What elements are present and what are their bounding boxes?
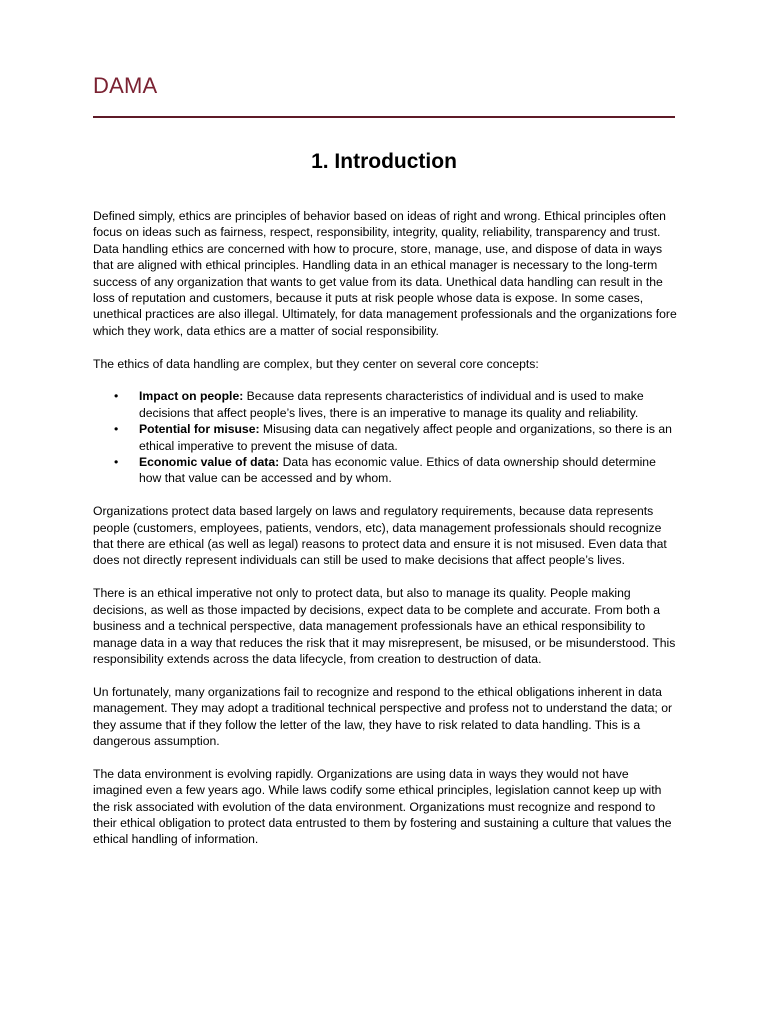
list-item (114, 388, 677, 421)
list-item (114, 454, 677, 487)
paragraph-ethical-obligations: Un fortunately, many organizations fail to recognize and respond to the ethical obligations inherent in data management. They may adopt a traditional technical perspective and profess not to understand the data; or they assume that if they follow the letter of the law, they have to risk related to data handling. This is a dangerous assumption. (93, 684, 673, 748)
list-item-term: Economic value of data: (139, 455, 280, 470)
header-divider (93, 116, 675, 118)
bullet-icon: • (114, 389, 119, 404)
list-item-text: Misusing data can negatively affect people and organizations, so there is an ethical imperative to prevent the misuse of data. (139, 422, 672, 453)
list-item-term: Potential for misuse: (139, 422, 260, 437)
list-item-text: Because data represents characteristics of individual and is used to make decisions that affect people’s lives, there is an imperative to manage its quality and reliability. (139, 389, 644, 420)
paragraph-data-quality: There is an ethical imperative not only to protect data, but also to manage its quality. People making decisions, as well as those impacted by decisions, expect data to be complete and accurate. From both a business and a technical perspective, data management professionals have an ethical responsibility to manage data in a way that reduces the risk that it may misrepresent, be misused, or be misunderstood. This responsibility extends across the data lifecycle, from creation to destruction of data. (93, 586, 676, 666)
section-heading: 1. Introduction (311, 150, 457, 173)
header-title: DAMA (93, 73, 158, 98)
list-item-term: Impact on people: (139, 389, 244, 404)
paragraph-data-environment: The data environment is evolving rapidly. Organizations are using data in ways they would not have imagined even a few years ago. While laws codify some ethical principles, legislation cannot keep up with the risk associated with evolution of the data environment. Organizations must recognize and respond to their ethical obligation to protect data entrusted to them by fostering and sustaining a culture that values the ethical handling of information. (93, 766, 672, 847)
bullet-icon: • (114, 422, 119, 437)
paragraph-legal-protection: Organizations protect data based largely on laws and regulatory requirements, because data represents people (customers, employees, patients, vendors, etc), data management professionals should recognize that there are ethical (as well as legal) reasons to protect data and ensure it is not misused. Even data that does not directly represent individuals can still be used to make decisions that affect people’s lives. (93, 504, 667, 568)
paragraph-core-concepts-intro: The ethics of data handling are complex, but they center on several core concepts: (93, 356, 539, 371)
core-concepts-list (93, 388, 677, 486)
document-body (93, 208, 677, 864)
bullet-icon: • (114, 455, 119, 470)
list-item (114, 421, 677, 454)
list-item-text: Data has economic value. Ethics of data ownership should determine how that value can be accessed and by whom. (139, 455, 656, 486)
paragraph-definition: Defined simply, ethics are principles of behavior based on ideas of right and wrong. Ethical principles often focus on ideas such as fairness, respect, responsibility, integrity, quality, reliability, transparency and trust. Data handling ethics are concerned with how to procure, store, manage, use, and dispose of data in ways that are aligned with ethical principles. Handling data in an ethical manager is necessary to the long-term success of any organization that wants to get value from its data. Unethical data handling can result in the loss of reputation and customers, because it puts at risk people whose data is expose. In some cases, unethical practices are also illegal. Ultimately, for data management professionals and the organizations fore which they work, data ethics are a matter of social responsibility. (93, 209, 677, 338)
